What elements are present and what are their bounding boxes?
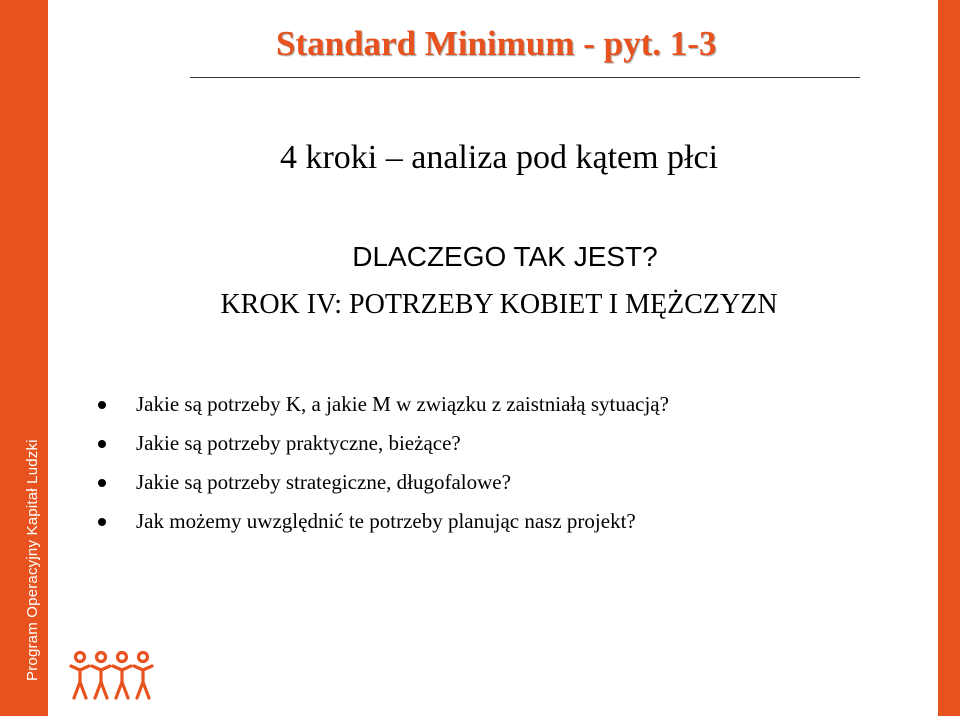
question-heading: DLACZEGO TAK JEST? bbox=[352, 241, 658, 272]
right-orange-bar bbox=[938, 0, 960, 716]
bullet-icon bbox=[98, 479, 106, 487]
left-orange-sidebar bbox=[0, 0, 48, 716]
bullet-text: Jakie są potrzeby strategiczne, długofalowe? bbox=[136, 470, 511, 494]
slide-subtitle: 4 kroki – analiza pod kątem płci bbox=[279, 139, 719, 176]
people-figures-logo-icon bbox=[68, 650, 158, 702]
bullet-text: Jakie są potrzeby praktyczne, bieżące? bbox=[136, 431, 461, 455]
title-divider bbox=[190, 77, 860, 78]
bullet-item bbox=[96, 429, 669, 468]
bullet-icon bbox=[98, 518, 106, 526]
bullet-icon bbox=[98, 401, 106, 409]
bullet-list bbox=[96, 390, 669, 546]
bullet-text: Jakie są potrzeby K, a jakie M w związku z zaistniałą sytuacją? bbox=[136, 392, 669, 416]
bullet-item bbox=[96, 468, 669, 507]
bullet-item bbox=[96, 507, 669, 546]
step-heading: KROK IV: POTRZEBY KOBIET I MĘŻCZYZN bbox=[220, 289, 778, 320]
program-name-vertical: Program Operacyjny Kapitał Ludzki bbox=[24, 439, 41, 681]
bullet-icon bbox=[98, 440, 106, 448]
bullet-text: Jak możemy uwzględnić te potrzeby planując nasz projekt? bbox=[136, 509, 636, 533]
slide-title: Standard Minimum - pyt. 1-3 bbox=[276, 24, 717, 63]
bullet-item bbox=[96, 390, 669, 429]
